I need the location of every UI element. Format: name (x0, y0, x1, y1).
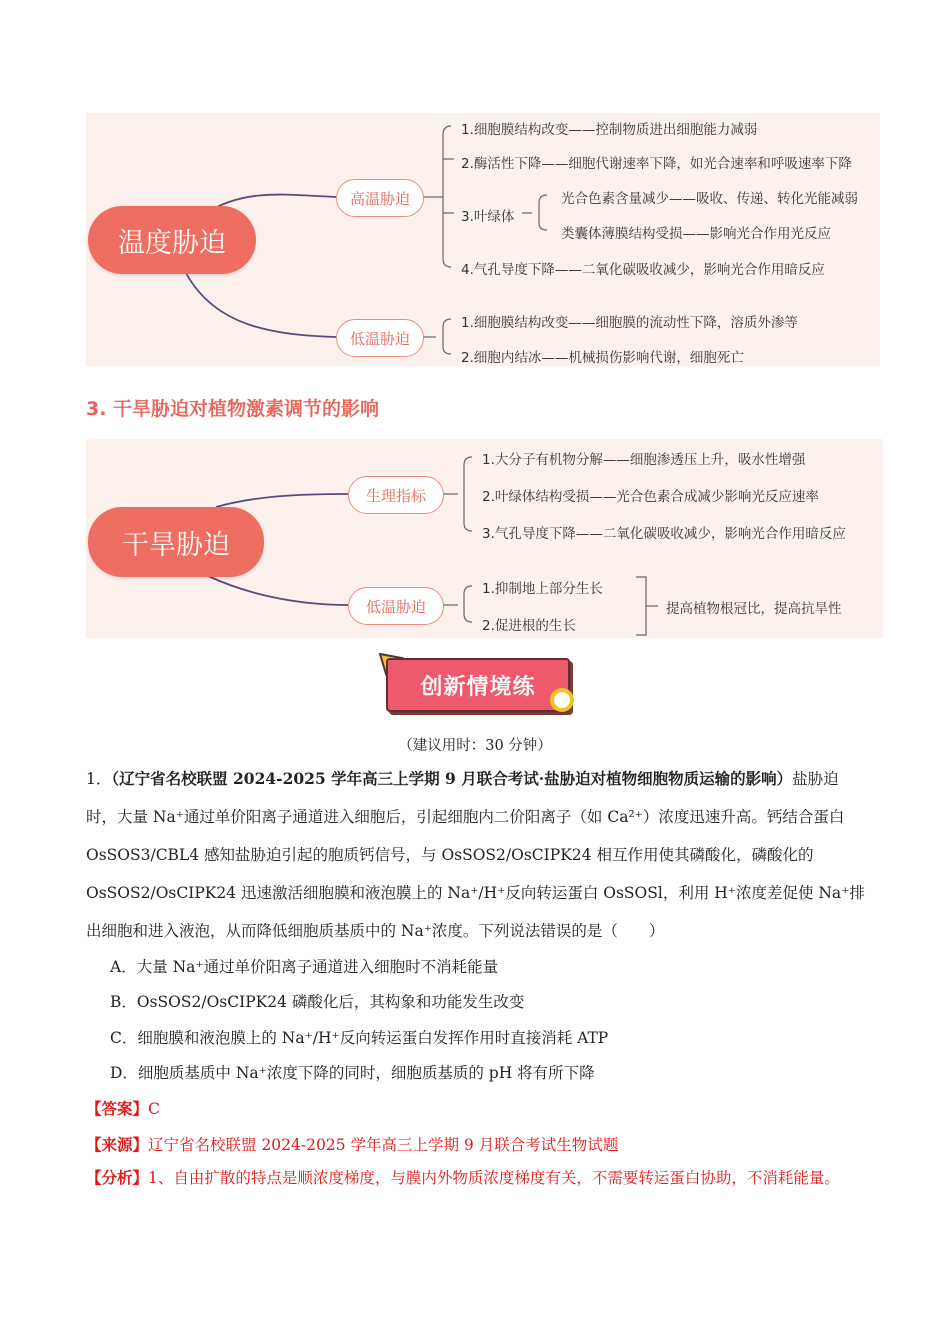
leaf-item: 3.叶绿体 (461, 209, 515, 225)
innovation-badge (378, 652, 574, 716)
temperature-stress-mindmap (86, 113, 880, 366)
answer-line (86, 1097, 160, 1119)
branch-label: 低温胁迫 (365, 597, 426, 616)
drought-stress-mindmap (86, 439, 883, 638)
leaf-item: 4.气孔导度下降——二氧化碳吸收减少，影响光合作用暗反应 (461, 262, 825, 278)
suggested-time: （建议用时：30 分钟） (398, 738, 552, 754)
branch-label: 低温胁迫 (349, 329, 410, 348)
source-label: 【来源】 (86, 1135, 149, 1154)
question-source: （辽宁省名校联盟 2024-2025 学年高三上学期 9 月联合考试·盐胁迫对植物细胞物质运输的影响） (111, 769, 793, 788)
leaf-item: 1.大分子有机物分解——细胞渗透压上升，吸水性增强 (482, 452, 806, 468)
leaf-item: 1.细胞膜结构改变——控制物质进出细胞能力减弱 (461, 122, 758, 138)
root-node (88, 507, 264, 577)
badge-label: 创新情境练 (386, 658, 570, 712)
result-item: 提高植物根冠比，提高抗旱性 (666, 601, 842, 617)
root-label: 干旱胁迫 (122, 529, 230, 561)
answer-label: 【答案】 (86, 1099, 149, 1118)
chloroplast-item: 类囊体薄膜结构受损——影响光合作用光反应 (561, 226, 831, 242)
option-a: A．大量 Na⁺通过单价阳离子通道进入细胞时不消耗能量 (110, 958, 499, 976)
answer-value: C (148, 1100, 160, 1118)
branch-low-temp (348, 587, 444, 625)
source-line (86, 1133, 618, 1155)
branch-physiology (348, 476, 444, 514)
question-stem: 盐胁迫时，大量 Na⁺通过单价阳离子通道进入细胞后，引起细胞内二价阳离子（如 Ca²⁺）浓度迅速升高。钙结合蛋白 OsSOS3/CBL4 感知盐胁迫引起的胞质钙信号，与 OsSOS2/OsCIPK24 相互作用使其磷酸化，磷酸化的 OsSOS2/OsCIPK24 迅速激活细胞膜和液泡膜上的 Na⁺/H⁺反向转运蛋白 OsSOSl，利用 H⁺浓度差促使 Na⁺排出细胞和进入液泡，从而降低细胞质基质中的 Na⁺浓度。下列说法错误的是（ ） (86, 770, 865, 940)
analysis-label: 【分析】 (86, 1168, 149, 1187)
branch-label: 生理指标 (365, 486, 426, 505)
option-c: C．细胞膜和液泡膜上的 Na⁺/H⁺反向转运蛋白发挥作用时直接消耗 ATP (110, 1029, 609, 1047)
branch-label: 高温胁迫 (349, 189, 410, 208)
branch-low-temp (336, 319, 424, 357)
question-number: 1． (86, 770, 112, 788)
section-heading: 3. 干旱胁迫对植物激素调节的影响 (86, 398, 380, 420)
leaf-item: 2.酶活性下降——细胞代谢速率下降，如光合速率和呼吸速率下降 (461, 156, 852, 172)
leaf-item: 2.细胞内结冰——机械损伤影响代谢，细胞死亡 (461, 350, 744, 366)
root-label: 温度胁迫 (118, 227, 226, 259)
question-1 (86, 760, 866, 950)
ring-decoration-icon (550, 688, 574, 712)
source-text: 辽宁省名校联盟 2024-2025 学年高三上学期 9 月联合考试生物试题 (148, 1136, 619, 1154)
leaf-item: 2.促进根的生长 (482, 618, 576, 634)
leaf-item: 1.细胞膜结构改变——细胞膜的流动性下降，溶质外渗等 (461, 315, 798, 331)
analysis-text: 1、自由扩散的特点是顺浓度梯度，与膜内外物质浓度梯度有关，不需要转运蛋白协助，不消耗能量。 (148, 1169, 840, 1187)
analysis-line (86, 1160, 866, 1196)
option-b: B．OsSOS2/OsCIPK24 磷酸化后，其构象和功能发生改变 (110, 993, 525, 1011)
branch-high-temp (336, 179, 424, 217)
option-d: D．细胞质基质中 Na⁺浓度下降的同时，细胞质基质的 pH 将有所下降 (110, 1064, 595, 1082)
root-node (88, 206, 256, 274)
leaf-item: 1.抑制地上部分生长 (482, 581, 603, 597)
leaf-item: 3.气孔导度下降——二氧化碳吸收减少，影响光合作用暗反应 (482, 526, 846, 542)
chloroplast-item: 光合色素含量减少——吸收、传递、转化光能减弱 (561, 191, 858, 207)
leaf-item: 2.叶绿体结构受损——光合色素合成减少影响光反应速率 (482, 489, 819, 505)
